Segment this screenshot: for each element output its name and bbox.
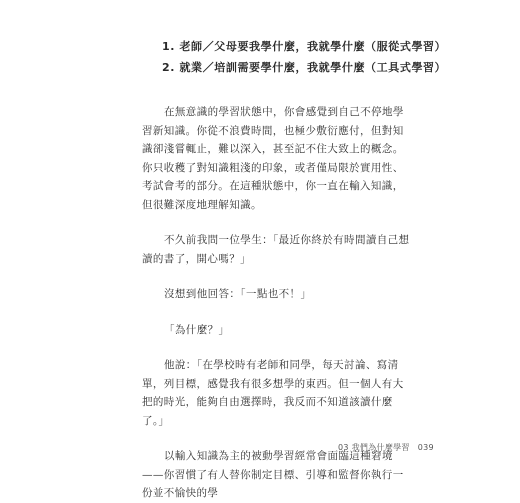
- paragraph-question-to-student: 不久前我問一位學生：「最近你終於有時間讀自己想讀的書了，開心嗎？」: [142, 234, 410, 265]
- learning-type-2: 2. 就業／培訓需要學什麼，我就學什麼（工具式學習）: [162, 61, 447, 74]
- learning-type-1: 1. 老師／父母要我學什麼，我就學什麼（服從式學習）: [162, 40, 447, 53]
- learning-types-list: [162, 36, 446, 78]
- page-number: 039: [417, 443, 434, 452]
- paragraph-unconscious-learning: 在無意識的學習狀態中，你會感覺到自己不停地學習新知識。你從不浪費時間，也極少敷衍應付，但對知識卻淺嘗輒止，難以深入，甚至記不住大致上的概念。你只收穫了對知識粗淺的印象，或者僅局限於實用性、考試會考的部分。在這種狀態中，你一直在輸入知識，但很難深度地理解知識。: [142, 106, 404, 211]
- chapter-title: 03 我們為什麼學習: [338, 443, 410, 452]
- page-footer: [338, 442, 434, 453]
- paragraph-student-explanation: 他說：「在學校時有老師和同學，每天討論、寫清單，列目標，感覺我有很多想學的東西。但一個人有大把的時光，能夠自由選擇時，我反而不知道該讀什麼了。」: [142, 359, 404, 427]
- paragraph-why: 「為什麼？」: [164, 323, 230, 336]
- paragraph-student-answer: 沒想到他回答：「一點也不！」: [164, 288, 312, 300]
- paragraph-passive-learning: 以輸入知識為主的被動學習經常會面臨這種窘境——你習慣了有人替你制定目標、引導和監督你執行一份並不愉快的學: [142, 450, 404, 499]
